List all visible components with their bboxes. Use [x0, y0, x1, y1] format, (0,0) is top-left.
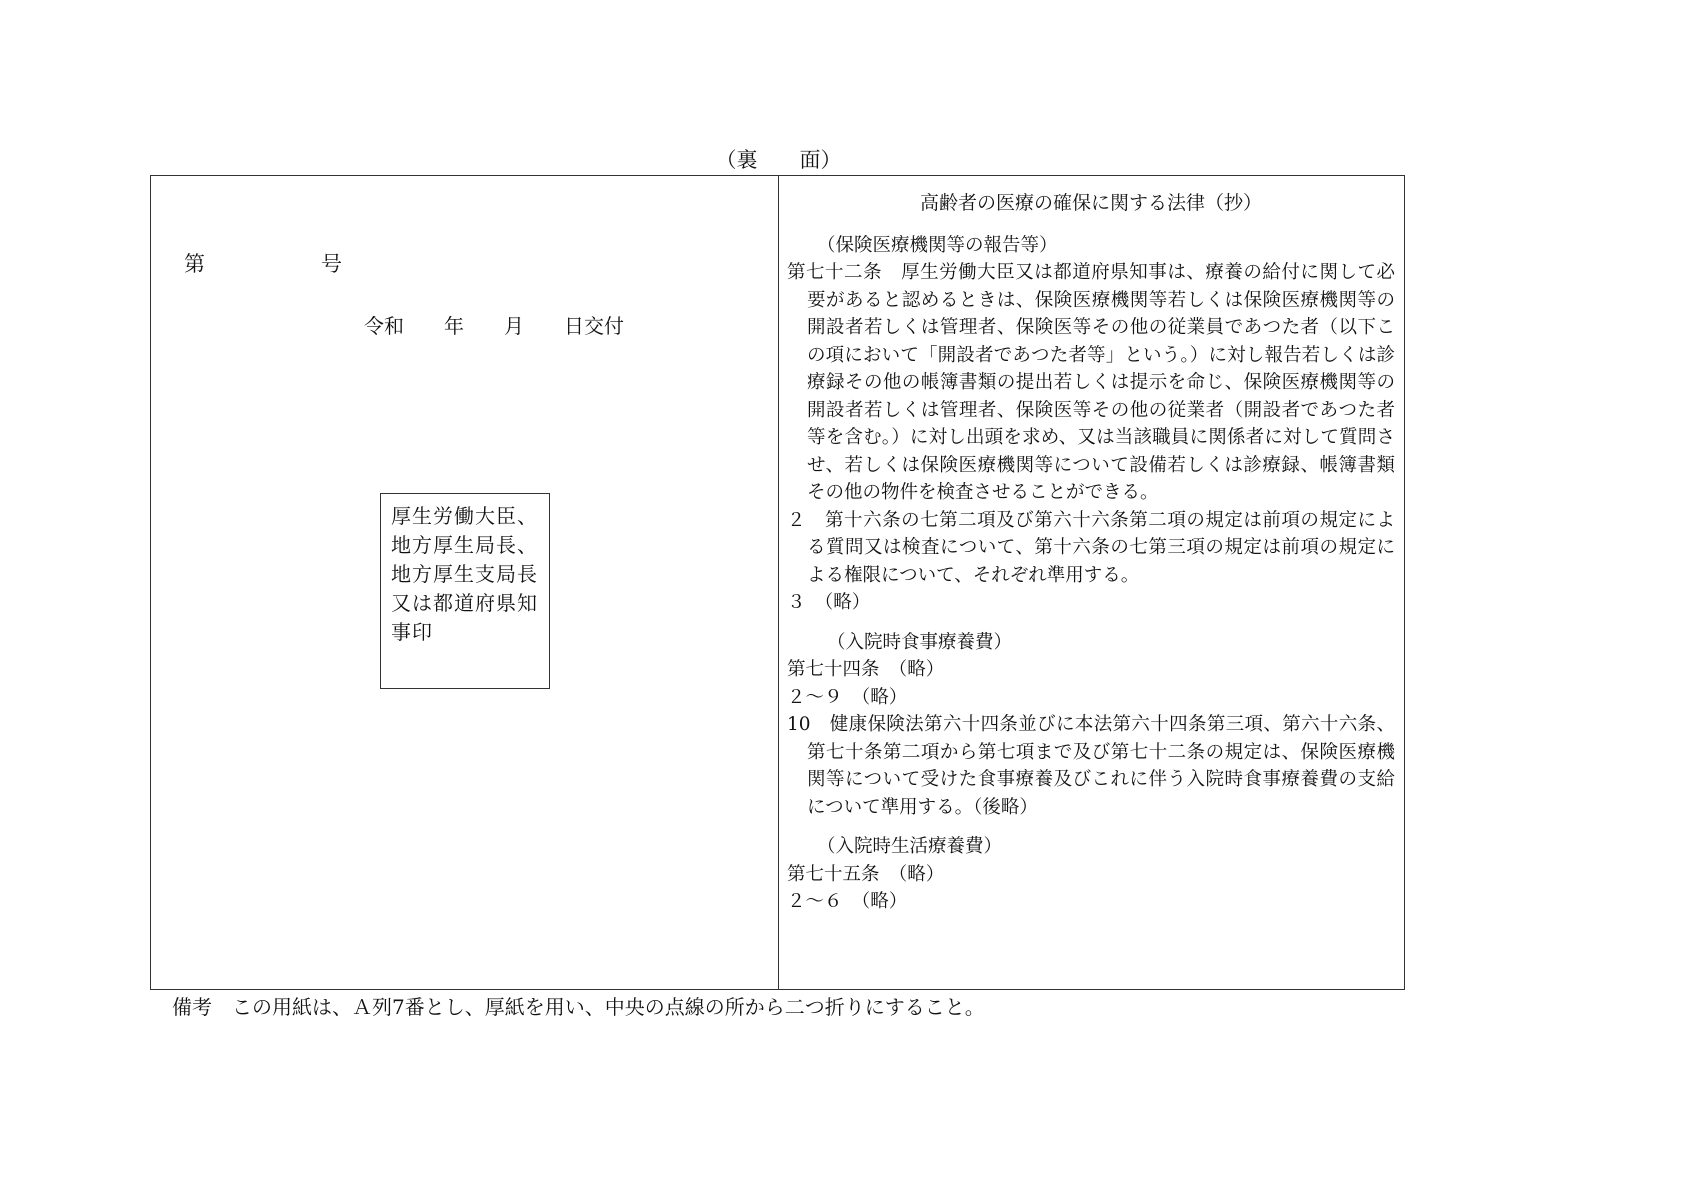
section-caption-meal: （入院時食事療養費） [827, 631, 1013, 653]
article-72-paragraph-3: ３ （略） [787, 592, 871, 613]
number-suffix: 号 [321, 252, 342, 276]
center-fold-line [778, 176, 779, 989]
section-caption-report: （保険医療機関等の報告等） [817, 234, 1058, 256]
article-75-paragraph-1: 第七十五条 （略） [787, 863, 945, 885]
number-prefix: 第 [184, 252, 205, 276]
page-heading: （裏 面） [715, 148, 842, 172]
issue-date-line: 令和 年 月 日交付 [364, 314, 624, 338]
article-74-paragraph-10: 10 健康保険法第六十四条並びに本法第六十四条第三項、第六十六条、第七十条第二項から第七項まで及び第七十二条の規定は、保険医療機関等について受けた食事療養及びこれに伴う入院時食事療養費の支給について準用する。（後略） [787, 714, 1395, 818]
article-74-paragraph-1: 第七十四条 （略） [787, 659, 945, 680]
article-75-paragraph-2: ２～６ （略） [787, 891, 908, 912]
article-72-paragraph-1: 第七十二条 厚生労働大臣又は都道府県知事は、療養の給付に関して必要があると認めるときは、保険医療機関等若しくは保険医療機関等の開設者若しくは管理者、保険医等その他の従業員であつた者（以下この項において「開設者であつた者等」という。）に対し報告若しくは診療録その他の帳簿書類の提出若しくは提示を命じ、保険医療機関等の開設者若しくは管理者、保険医等その他の従業者（開設者であつた者等を含む。）に対し出頭を求め、又は当該職員に関係者に対して質問させ、若しくは保険医療機関等について設備若しくは診療録、帳簿書類その他の物件を検査させることができる。 [787, 262, 1395, 503]
article-72-paragraph-2: ２ 第十六条の七第二項及び第六十六条第二項の規定は前項の規定による質問又は検査について、第十六条の七第三項の規定は前項の規定による権限について、それぞれ準用する。 [787, 509, 1395, 586]
issuer-seal-box: 厚生労働大臣、地方厚生局長、地方厚生支局長又は都道府県知事印 [380, 493, 550, 689]
law-excerpt-panel [787, 190, 1395, 916]
section-caption-living: （入院時生活療養費） [817, 836, 1003, 857]
article-74-paragraph-2: ２～９ （略） [787, 686, 908, 708]
remarks-footnote: 備考 この用紙は、Ａ列7番とし、厚紙を用い、中央の点線の所から二つ折りにすること。 [172, 995, 985, 1019]
form-frame [150, 175, 1405, 990]
law-title: 高齢者の医療の確保に関する法律（抄） [919, 192, 1262, 214]
